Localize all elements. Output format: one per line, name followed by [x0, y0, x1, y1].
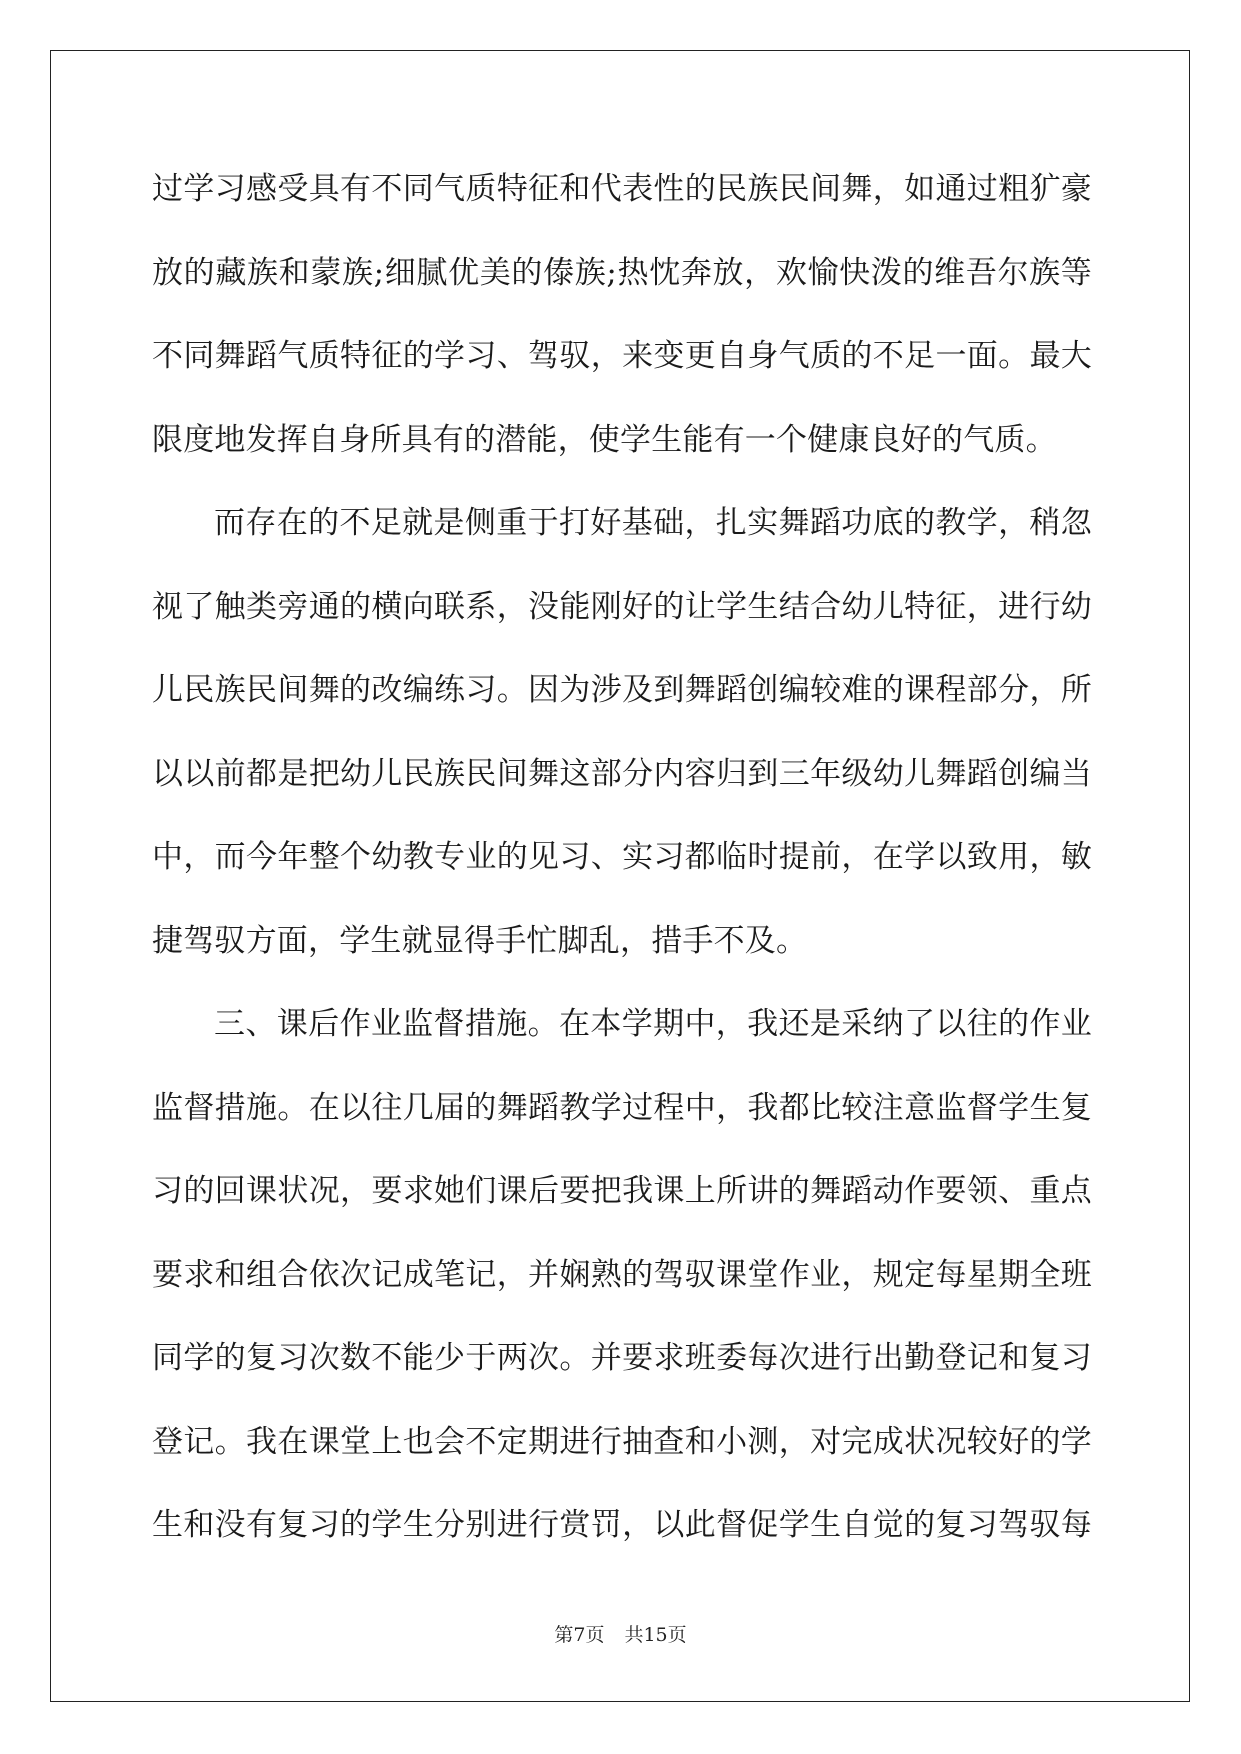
paragraph-first-line: 三、课后作业监督措施。在本学期中，我还是采纳了以往的作业: [214, 1006, 1092, 1042]
page-footer: [0, 1620, 1241, 1647]
paragraph-first-line: 而存在的不足就是侧重于打好基础，扎实舞蹈功底的教学，稍忽: [214, 505, 1092, 541]
text-line: 儿民族民间舞的改编练习。因为涉及到舞蹈创编较难的课程部分，所: [152, 672, 1092, 708]
text-line: 限度地发挥自身所具有的潜能，使学生能有一个健康良好的气质。: [152, 421, 1057, 458]
text-line: 习的回课状况，要求她们课后要把我课上所讲的舞蹈动作要领、重点: [152, 1173, 1092, 1209]
text-line: 监督措施。在以往几届的舞蹈教学过程中，我都比较注意监督学生复: [152, 1089, 1092, 1126]
total-pages: 共15页: [624, 1624, 687, 1646]
text-line: 中，而今年整个幼教专业的见习、实习都临时提前，在学以致用，敏: [152, 839, 1092, 875]
text-line: 同学的复习次数不能少于两次。并要求班委每次进行出勤登记和复习: [152, 1340, 1092, 1376]
text-line: 登记。我在课堂上也会不定期进行抽查和小测，对完成状况较好的学: [152, 1423, 1092, 1460]
text-line: 过学习感受具有不同气质特征和代表性的民族民间舞，如通过粗犷豪: [152, 171, 1092, 207]
text-line: 生和没有复习的学生分别进行赏罚，以此督促学生自觉的复习驾驭每: [152, 1507, 1092, 1543]
page-number: 第7页: [554, 1624, 605, 1646]
text-line: 捷驾驭方面，学生就显得手忙脚乱，措手不及。: [152, 922, 808, 959]
text-line: 不同舞蹈气质特征的学习、驾驭，来变更自身气质的不足一面。最大: [152, 338, 1092, 374]
text-line: 要求和组合依次记成笔记，并娴熟的驾驭课堂作业，规定每星期全班: [152, 1256, 1092, 1293]
text-line: 放的藏族和蒙族;细腻优美的傣族;热忱奔放，欢愉快泼的维吾尔族等: [152, 254, 1092, 291]
text-line: 视了触类旁通的横向联系，没能刚好的让学生结合幼儿特征，进行幼: [152, 588, 1092, 625]
text-line: 以以前都是把幼儿民族民间舞这部分内容归到三年级幼儿舞蹈创编当: [152, 755, 1092, 792]
document-body: [152, 158, 1092, 1578]
